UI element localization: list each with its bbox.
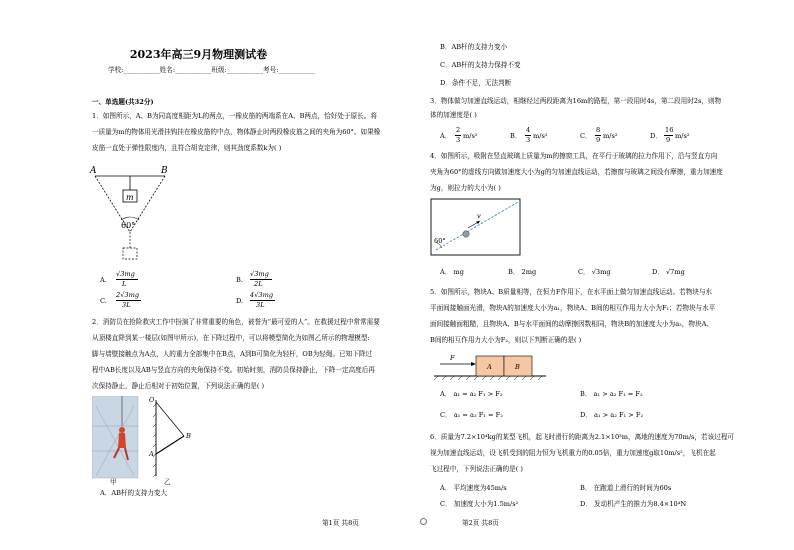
q6-line-1: 6．质量为7.2×10⁴kg的某型飞机，起飞时滑行的距离为2.1×10³m，离地的速度为70m/s，若该过程可 (430, 433, 734, 441)
q1-option-d-num: 4√3mg (250, 291, 274, 299)
q5-option-b[interactable]: B． a₁ > a₂ F₁ = F₂ (580, 390, 643, 398)
q1-option-a-den: L (122, 280, 127, 288)
q5-line-4: B间的相互作用力大小为F₂，则以下判断正确的是( ) (430, 336, 582, 344)
footer-page-left: 第1页 共8页 (322, 519, 359, 527)
q1-label-angle: 60° (121, 221, 136, 230)
firefighter-head-icon (119, 427, 125, 433)
q1-line-3: 皮筋一直处于弹性限度内，且符合胡克定律，则其劲度系数k为( ) (92, 144, 282, 152)
window-cleaner-icon (463, 231, 469, 237)
q3-option-b-label[interactable]: B． (510, 132, 522, 140)
q4-option-b[interactable]: B． 2mg (508, 268, 537, 276)
q3-option-c-label[interactable]: C． (580, 132, 592, 140)
q2-line-3: 脚与墙壁接触点为A点，人的重力全部集中在B点，A到B可简化为轻杆，OB为轻绳。已知下降过 (92, 350, 373, 358)
q2-option-b[interactable]: B．AB杆的支持力变小 (440, 43, 508, 51)
q3-option-d-label[interactable]: D． (650, 132, 662, 140)
q3-option-c-num: 8 (596, 126, 601, 134)
q2-label-b: B (186, 432, 191, 440)
q3-option-a-den: 3 (456, 136, 461, 144)
q2-label-yi: 乙 (164, 478, 171, 486)
q2-line-2: 从顶楼直降到某一楼层(如图甲所示)，在下降过程中，可以将模型简化为如图乙所示的物理模型: (92, 334, 370, 342)
q2-option-d[interactable]: D．条件不足，无法判断 (440, 79, 512, 87)
q2-label-jia: 甲 (110, 478, 117, 486)
q1-label-a: A (90, 166, 97, 176)
section-heading: 一、单选题(共32分) (92, 98, 154, 106)
q1-option-b-den: 2L (254, 280, 263, 288)
q2-line-4: 程中AB长度以及AB与竖直方向的夹角保持不变。初始时刻，消防员保持静止，下降一定高度后再 (92, 366, 375, 374)
q4-line-3: 为g，则拉力的大小为( ) (430, 184, 501, 192)
q5-label-f: F (450, 354, 455, 362)
q1-option-d-label[interactable]: D. (236, 297, 244, 305)
q4-line-1: 4．如图所示，吸附在竖直玻璃上质量为m的擦窗工具，在平行于玻璃的拉力作用下，沿与竖直方向 (430, 152, 718, 160)
q1-option-c-label[interactable]: C. (100, 297, 107, 305)
q6-option-c[interactable]: C． 加速度大小为1.5m/s² (440, 500, 519, 508)
q3-option-a-unit: m/s² (463, 132, 478, 140)
q5-option-c[interactable]: C． a₁ = a₂ F₁ = F₂ (440, 411, 503, 419)
q5-option-a[interactable]: A． a₁ = a₂ F₁ > F₂ (440, 390, 503, 398)
q4-option-c[interactable]: C． √3mg (578, 268, 611, 276)
q5-label-a: A (487, 363, 492, 371)
q4-label-v: v (477, 212, 481, 220)
page-title: 2023年高三9月物理测试卷 (129, 48, 268, 61)
q2-line-5: 次保持静止，静止后相对于初始位置，下列说法正确的是( ) (92, 382, 265, 390)
q5-line-1: 5．如图所示，物块A、B质量相等，在恒力F作用下，在水平面上做匀加速直线运动。若物块与水 (430, 288, 713, 296)
q4-label-angle: 60° (434, 237, 446, 245)
q3-line-2: 体的加速度是( ) (430, 111, 477, 119)
q1-option-b-num: √3mg (250, 270, 269, 278)
q2-option-a[interactable]: A．AB杆的支持力变大 (100, 489, 168, 497)
q3-option-d-num: 16 (665, 126, 674, 134)
student-info-line: 学校:___________姓名:___________班级:___________考号:___________ (108, 66, 315, 74)
q6-option-a[interactable]: A． 平均速度为45m/s (440, 484, 507, 492)
q1-option-c-num: 2√3mg (116, 291, 140, 299)
page-divider-circle-icon (420, 518, 427, 525)
q2-option-c[interactable]: C．AB杆的支持力保持不变 (440, 61, 521, 69)
q1-option-d-den: 3L (256, 301, 265, 309)
q2-label-o: O (149, 396, 155, 404)
q3-option-a-label[interactable]: A． (440, 132, 452, 140)
q1-line-2: 一质量为m的物体用光滑挂钩挂在橡皮筋的中点，物体静止时两段橡皮筋之间的夹角为60°。如果橡 (92, 128, 381, 136)
q1-option-c-den: 3L (122, 301, 131, 309)
q6-option-b[interactable]: B． 在跑道上滑行的时间为60s (580, 484, 672, 492)
q4-line-2: 夹角为60°的虚线方向做加速度大小为g的匀加速直线运动，若擦窗与玻璃之间没有摩擦，重力加速度 (430, 168, 723, 176)
q3-option-c-den: 9 (596, 136, 601, 144)
q2-firefighter-figure (92, 396, 202, 486)
q1-line-1: 1．如图所示，A、B为同高度相距为L的两点，一橡皮筋的两端系在A、B两点，恰好处于原长。将 (92, 112, 377, 120)
q4-option-a[interactable]: A． mg (440, 268, 464, 276)
q6-option-d[interactable]: D． 发动机产生的推力为8.4×10⁴N (580, 500, 687, 508)
q4-option-d[interactable]: D． √7mg (652, 268, 685, 276)
q5-option-d[interactable]: D． a₁ > a₂ F₁ > F₂ (580, 411, 644, 419)
q6-line-2: 视为加速直线运动，设飞机受到的阻力恒为飞机重力的0.05倍，重力加速度g取10m/s²，飞机在起 (430, 449, 716, 457)
q1-option-b-label[interactable]: B. (236, 276, 243, 284)
q6-line-3: 飞过程中，下列说法正确的是( ) (430, 465, 523, 473)
q1-option-a-num: √3mg (116, 270, 135, 278)
q1-rubber-band-figure (85, 162, 185, 264)
q3-option-d-unit: m/s² (675, 132, 690, 140)
q1-option-a-label[interactable]: A. (100, 276, 107, 284)
q2-label-a: A (149, 450, 154, 458)
q3-option-b-den: 3 (526, 136, 531, 144)
q3-option-a-num: 2 (456, 126, 461, 134)
q3-option-b-num: 4 (526, 126, 531, 134)
footer-page-right: 第2页 共8页 (462, 519, 499, 527)
q5-line-3: 面间接触面粗糙，且物块A、B与水平面间的动摩擦因数相同，物块B的加速度大小为a₂，物块A、 (430, 320, 713, 328)
q3-line-1: 3．物体做匀加速直线运动，相继经过两段距离为16m的路程，第一段用时4s，第二段用时2s，则物 (430, 97, 722, 105)
q4-glass-figure (430, 198, 522, 258)
q5-blocks-figure (430, 350, 550, 382)
q1-label-b: B (161, 166, 168, 176)
q2-line-1: 2．消防员在抢险救灾工作中扮演了非常重要的角色，被誉为“最可爱的人”。在救援过程中常常需要 (92, 318, 380, 326)
q5-line-2: 平面间接触面光滑，物块A的加速度大小为a₁，物块A、B间的相互作用力大小为F₁；若物块与水平 (430, 304, 716, 312)
q5-label-b: B (515, 363, 520, 371)
q3-option-b-unit: m/s² (533, 132, 548, 140)
q3-option-d-den: 9 (666, 136, 671, 144)
q3-option-c-unit: m/s² (603, 132, 618, 140)
q1-label-mass: m (126, 193, 134, 202)
